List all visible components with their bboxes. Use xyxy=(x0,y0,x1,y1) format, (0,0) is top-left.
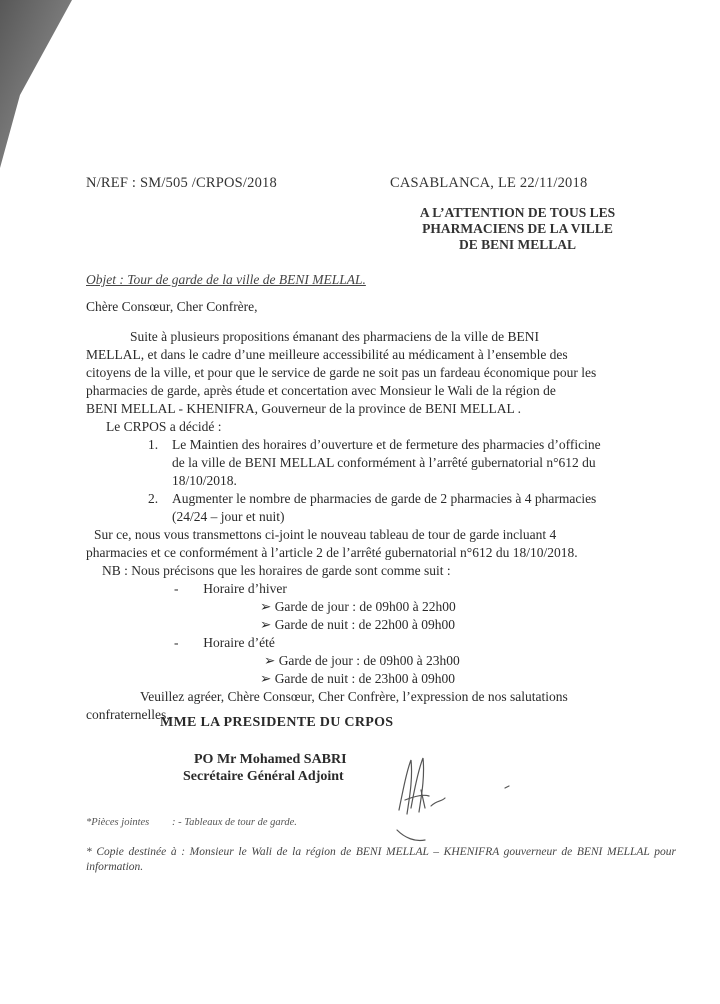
signatory-title: Secrétaire Général Adjoint xyxy=(183,769,344,784)
schedule-summer-title xyxy=(86,634,636,652)
dash-bullet: - xyxy=(174,581,179,596)
decision-number: 1. xyxy=(148,437,159,452)
subject-line: Objet : Tour de garde de la ville de BENI MELLAL. xyxy=(86,272,366,287)
schedule-row xyxy=(86,670,636,688)
decision-item xyxy=(86,490,636,526)
body-line: MELLAL, et dans le cadre d’une meilleure accessibilité au médicament à l’ensemble des xyxy=(86,347,568,362)
schedule-night: Garde de nuit : de 23h00 à 09h00 xyxy=(274,671,456,686)
arrow-bullet-icon: ➢ xyxy=(260,671,272,686)
schedule-row xyxy=(86,616,636,634)
attention-block xyxy=(400,205,635,253)
attention-line: A L’ATTENTION DE TOUS LES xyxy=(419,205,616,220)
copy-recipient-note: * Copie destinée à : Monsieur le Wali de la région de BENI MELLAL – KHENIFRA gouverneur de BENI MELLAL pour information. xyxy=(86,846,676,873)
attention-line: PHARMACIENS DE LA VILLE xyxy=(422,221,613,236)
scan-shadow-corner xyxy=(0,0,80,170)
schedule-winter-title xyxy=(86,580,636,598)
place-date: CASABLANCA, LE 22/11/2018 xyxy=(390,175,588,191)
attachments-value: : - Tableaux de tour de garde. xyxy=(172,817,297,828)
decision-number: 2. xyxy=(148,491,159,506)
attachments-label: *Pièces jointes xyxy=(86,817,150,828)
body-line: pharmacies de garde, après étude et concertation avec Monsieur le Wali de la région de xyxy=(86,383,556,398)
decision-line: (24/24 – jour et nuit) xyxy=(172,509,285,524)
arrow-bullet-icon: ➢ xyxy=(260,617,272,632)
decided-line: Le CRPOS a décidé : xyxy=(106,419,222,434)
body-line: Suite à plusieurs propositions émanant des pharmaciens de la ville de BENI xyxy=(130,329,540,344)
salutation: Chère Consœur, Cher Confrère, xyxy=(86,299,258,314)
decision-item xyxy=(86,436,636,490)
schedule-night: Garde de nuit : de 22h00 à 09h00 xyxy=(274,617,456,632)
decision-line: 18/10/2018. xyxy=(172,473,237,488)
dash-bullet: - xyxy=(174,635,179,650)
nb-line: NB : Nous précisons que les horaires de garde sont comme suit : xyxy=(102,563,451,578)
transmit-line: Sur ce, nous vous transmettons ci-joint le nouveau tableau de tour de garde incluant 4 xyxy=(94,527,557,542)
president-title: MME LA PRESIDENTE DU CRPOS xyxy=(160,715,394,730)
body-line: BENI MELLAL - KHENIFRA, Gouverneur de la province de BENI MELLAL . xyxy=(86,401,522,416)
handwritten-signature xyxy=(385,750,525,845)
arrow-bullet-icon: ➢ xyxy=(260,599,272,614)
signatory-name: PO Mr Mohamed SABRI xyxy=(194,752,347,767)
closing-line: confraternelles. xyxy=(86,707,170,722)
arrow-bullet-icon: ➢ xyxy=(264,653,276,668)
transmit-line: pharmacies et ce conformément à l’article 2 de l’arrêté gubernatorial n°612 du 18/10/2018. xyxy=(86,545,578,560)
schedule-row xyxy=(86,652,636,670)
schedule-day: Garde de jour : de 09h00 à 22h00 xyxy=(274,599,456,614)
reference-number: N/REF : SM/505 /CRPOS/2018 xyxy=(86,175,277,191)
schedule-title: Horaire d’été xyxy=(203,635,275,650)
closing-line: Veuillez agréer, Chère Consœur, Cher Confrère, l’expression de nos salutations xyxy=(140,689,568,704)
body-line: citoyens de la ville, et pour que le service de garde ne soit pas un fardeau économique pour les xyxy=(86,365,597,380)
schedule-day: Garde de jour : de 09h00 à 23h00 xyxy=(278,653,460,668)
schedule-row xyxy=(86,598,636,616)
attention-line: DE BENI MELLAL xyxy=(458,237,577,252)
decision-line: Le Maintien des horaires d’ouverture et de fermeture des pharmacies d’officine xyxy=(172,437,601,452)
decision-line: Augmenter le nombre de pharmacies de garde de 2 pharmacies à 4 pharmacies xyxy=(172,491,597,506)
decision-line: de la ville de BENI MELLAL conformément à l’arrêté gubernatorial n°612 du xyxy=(172,455,596,470)
letter-body xyxy=(86,328,636,724)
schedule-title: Horaire d’hiver xyxy=(203,581,287,596)
